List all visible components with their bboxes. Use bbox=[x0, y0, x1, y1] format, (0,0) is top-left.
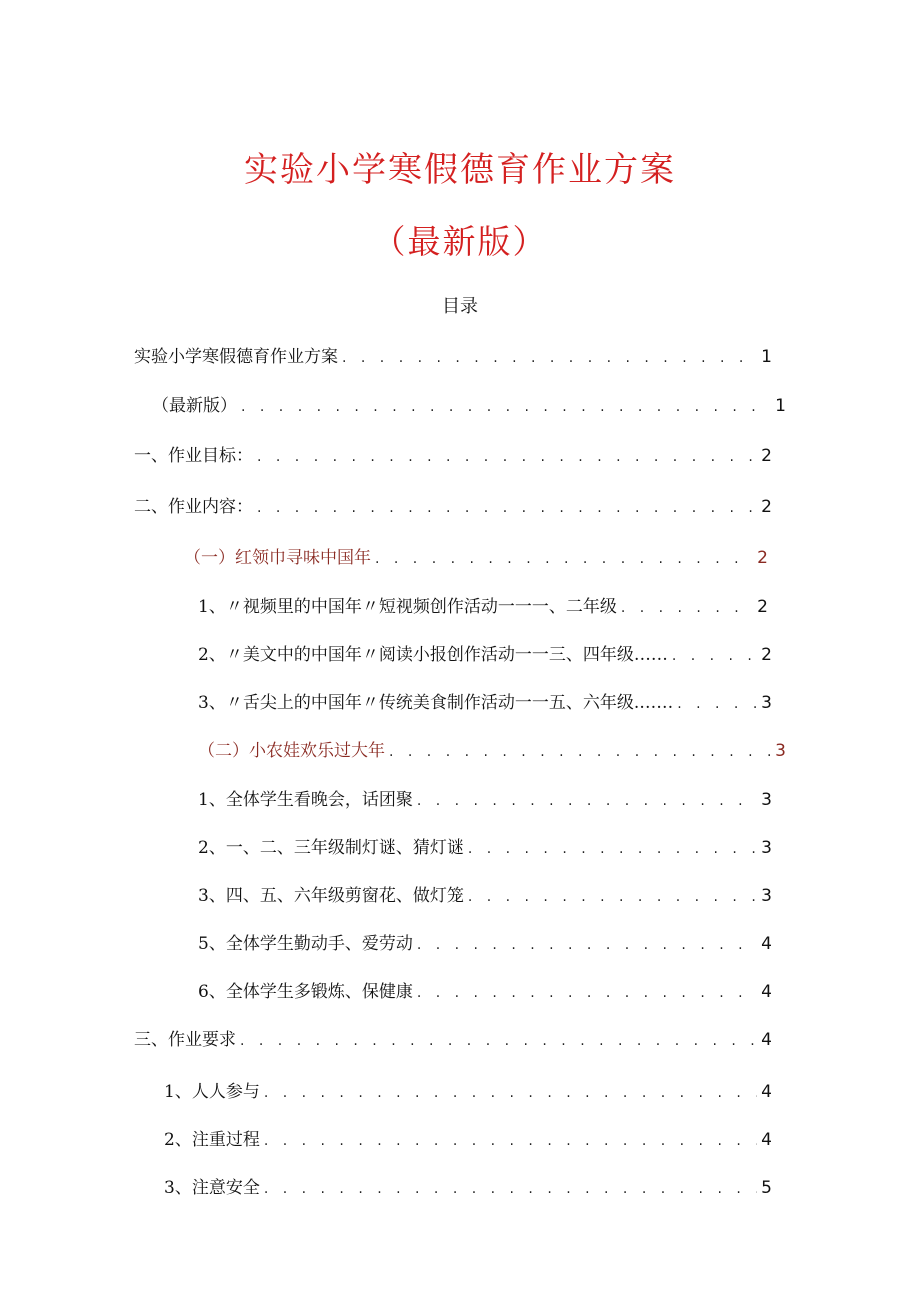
toc-page-number: 4 bbox=[761, 1030, 772, 1050]
toc-page-number: 2 bbox=[757, 548, 768, 568]
toc-entry[interactable] bbox=[198, 929, 772, 955]
toc-page-number: 1 bbox=[775, 396, 786, 416]
toc-page-number: 2 bbox=[761, 497, 772, 517]
toc-entry-label: （二）小农娃欢乐过大年 bbox=[198, 741, 385, 761]
toc-entry[interactable] bbox=[134, 492, 772, 518]
toc-entry[interactable] bbox=[198, 785, 772, 811]
toc-leader-dots bbox=[240, 1033, 757, 1049]
toc-entry[interactable] bbox=[198, 688, 772, 714]
toc-entry-label: 5、全体学生勤动手、爱劳动 bbox=[198, 934, 413, 954]
toc-leader-dots bbox=[677, 696, 757, 712]
toc-leader-dots bbox=[468, 889, 757, 905]
toc-page-number: 2 bbox=[757, 597, 768, 617]
toc-entry-label: 2、注重过程 bbox=[164, 1130, 260, 1150]
toc-page-number: 3 bbox=[761, 838, 772, 858]
toc-entry[interactable] bbox=[152, 391, 786, 417]
toc-entry-label: 1、〃视频里的中国年〃短视频创作活动一一一、二年级 bbox=[198, 597, 617, 617]
toc-leader-dots bbox=[417, 937, 757, 953]
toc-page-number: 4 bbox=[761, 982, 772, 1002]
toc-leader-dots bbox=[241, 399, 771, 415]
toc-entry-label: 3、〃舌尖上的中国年〃传统美食制作活动一一五、六年级.…… bbox=[198, 693, 674, 713]
toc-entry[interactable] bbox=[198, 977, 772, 1003]
toc-page-number: 4 bbox=[761, 1082, 772, 1102]
toc-leader-dots bbox=[257, 449, 757, 465]
toc-leader-dots bbox=[417, 985, 757, 1001]
toc-entry-label: 2、〃美文中的中国年〃阅读小报创作活动一一三、四年级…… bbox=[198, 645, 668, 665]
toc-subsection-entry[interactable] bbox=[198, 736, 786, 762]
toc-page-number: 3 bbox=[761, 790, 772, 810]
toc-page-number: 2 bbox=[761, 446, 772, 466]
toc-entry-label: 1、人人参与 bbox=[164, 1082, 260, 1102]
toc-entry-label: 二、作业内容： bbox=[134, 497, 253, 517]
toc-page-number: 3 bbox=[761, 886, 772, 906]
toc-subsection-entry[interactable] bbox=[184, 543, 768, 569]
toc-entry-label: 1、全体学生看晚会，话团聚 bbox=[198, 790, 413, 810]
toc-entry-label: 6、全体学生多锻炼、保健康 bbox=[198, 982, 413, 1002]
toc-leader-dots bbox=[672, 648, 757, 664]
toc-entry[interactable] bbox=[198, 881, 772, 907]
toc-leader-dots bbox=[417, 793, 757, 809]
toc-page-number: 2 bbox=[761, 645, 772, 665]
toc-entry[interactable] bbox=[164, 1173, 772, 1199]
toc-entry-label: 一、作业目标： bbox=[134, 446, 253, 466]
toc-page-number: 3 bbox=[775, 741, 786, 761]
toc-entry[interactable] bbox=[198, 833, 772, 859]
toc-page-number: 3 bbox=[761, 693, 772, 713]
toc-entry[interactable] bbox=[198, 592, 768, 618]
toc-entry-label: 实验小学寒假德育作业方案 bbox=[134, 347, 338, 367]
toc-entry[interactable] bbox=[134, 342, 772, 368]
toc-page-number: 5 bbox=[761, 1178, 772, 1198]
toc-page-number: 4 bbox=[761, 1130, 772, 1150]
toc-leader-dots bbox=[264, 1133, 757, 1149]
document-subtitle: （最新版） bbox=[372, 222, 548, 261]
toc-entry-label: 三、作业要求 bbox=[134, 1030, 236, 1050]
toc-leader-dots bbox=[389, 744, 771, 760]
toc-leader-dots bbox=[621, 600, 753, 616]
toc-entry[interactable] bbox=[164, 1125, 772, 1151]
toc-entry-label: 3、四、五、六年级剪窗花、做灯笼 bbox=[198, 886, 464, 906]
toc-leader-dots bbox=[342, 350, 757, 366]
toc-leader-dots bbox=[264, 1085, 757, 1101]
toc-page-number: 4 bbox=[761, 934, 772, 954]
toc-entry-label: （一）红领巾寻味中国年 bbox=[184, 548, 371, 568]
toc-entry-label: 2、一、二、三年级制灯谜、猜灯谜 bbox=[198, 838, 464, 858]
toc-entry-label: （最新版） bbox=[152, 396, 237, 416]
toc-page-number: 1 bbox=[761, 347, 772, 367]
toc-leader-dots bbox=[264, 1181, 757, 1197]
toc-entry[interactable] bbox=[164, 1077, 772, 1103]
toc-entry[interactable] bbox=[134, 441, 772, 467]
toc-leader-dots bbox=[375, 551, 753, 567]
toc-leader-dots bbox=[257, 500, 757, 516]
toc-entry[interactable] bbox=[134, 1025, 772, 1051]
toc-entry-label: 3、注意安全 bbox=[164, 1178, 260, 1198]
toc-leader-dots bbox=[468, 841, 757, 857]
document-title: 实验小学寒假德育作业方案 bbox=[244, 150, 676, 190]
toc-heading: 目录 bbox=[442, 296, 478, 317]
toc-entry[interactable] bbox=[198, 640, 772, 666]
